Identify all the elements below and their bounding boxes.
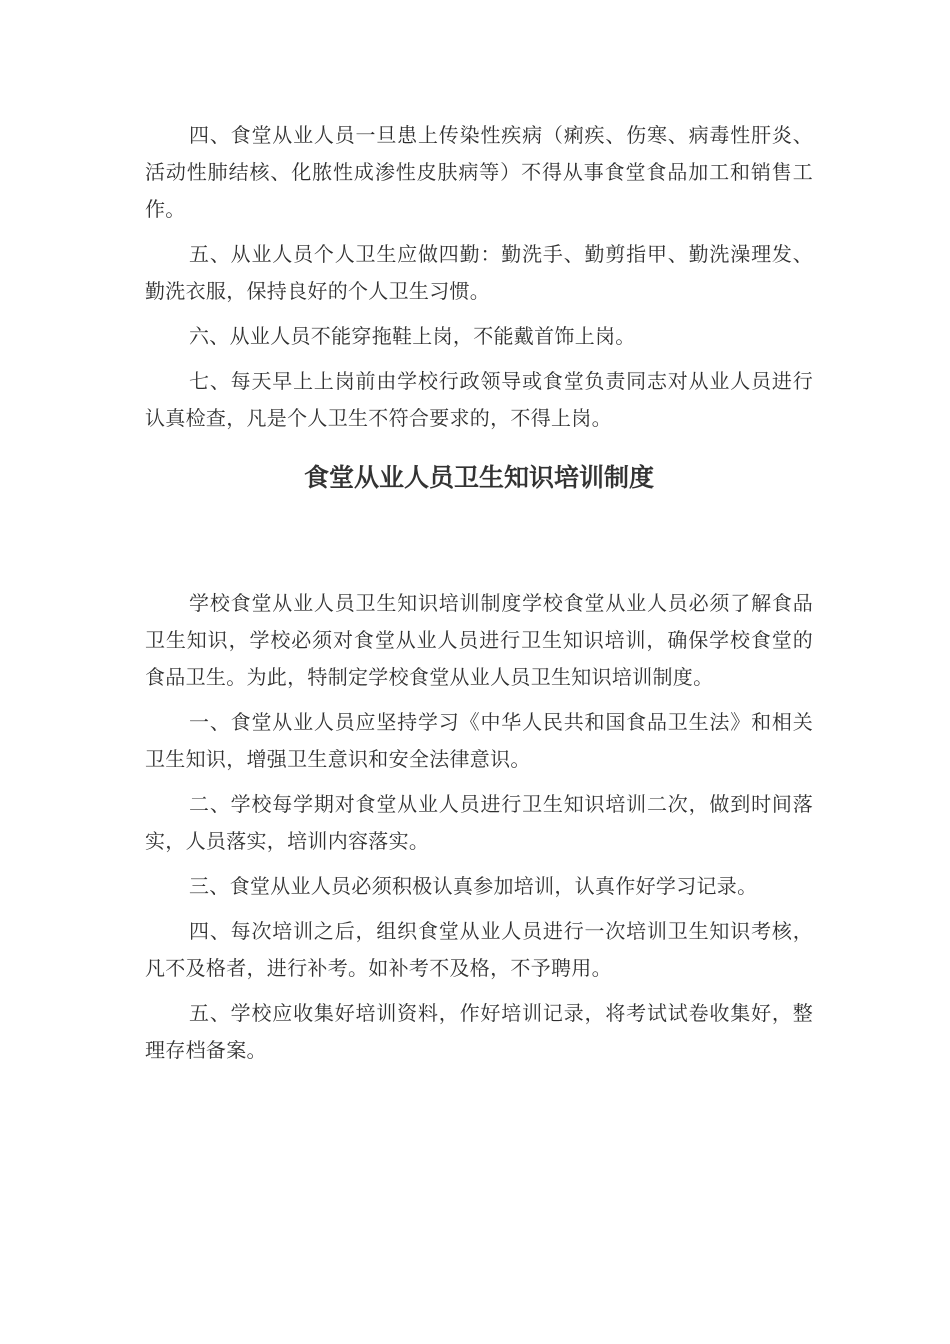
intro-paragraph: 学校食堂从业人员卫生知识培训制度学校食堂从业人员必须了解食品卫生知识，学校必须对食堂从业人员进行卫生知识培训，确保学校食堂的食品卫生。为此，特制定学校食堂从业人员卫生知识培训制度。 <box>145 591 813 689</box>
paragraph-item-5: 五、从业人员个人卫生应做四勤：勤洗手、勤剪指甲、勤洗澡理发、勤洗衣服，保持良好的个人卫生习惯。 <box>145 242 813 303</box>
training-item-1: 一、食堂从业人员应坚持学习《中华人民共和国食品卫生法》和相关卫生知识，增强卫生意识和安全法律意识。 <box>145 710 813 771</box>
document-body <box>145 117 813 1077</box>
training-item-4: 四、每次培训之后，组织食堂从业人员进行一次培训卫生知识考核，凡不及格者，进行补考。如补考不及格，不予聘用。 <box>145 919 813 980</box>
training-item-3: 三、食堂从业人员必须积极认真参加培训，认真作好学习记录。 <box>189 874 758 898</box>
paragraph-item-7: 七、每天早上上岗前由学校行政领导或食堂负责同志对从业人员进行认真检查，凡是个人卫生不符合要求的，不得上岗。 <box>145 369 813 430</box>
paragraph-item-4: 四、食堂从业人员一旦患上传染性疾病（痢疾、伤寒、病毒性肝炎、活动性肺结核、化脓性成渗性皮肤病等）不得从事食堂食品加工和销售工作。 <box>145 123 813 221</box>
training-item-5: 五、学校应收集好培训资料，作好培训记录，将考试试卷收集好，整理存档备案。 <box>145 1001 813 1062</box>
section-spacer <box>145 495 813 585</box>
training-item-2: 二、学校每学期对食堂从业人员进行卫生知识培训二次，做到时间落实，人员落实，培训内容落实。 <box>145 792 813 853</box>
paragraph-item-6: 六、从业人员不能穿拖鞋上岗，不能戴首饰上岗。 <box>189 324 636 348</box>
section-title: 食堂从业人员卫生知识培训制度 <box>303 463 654 492</box>
